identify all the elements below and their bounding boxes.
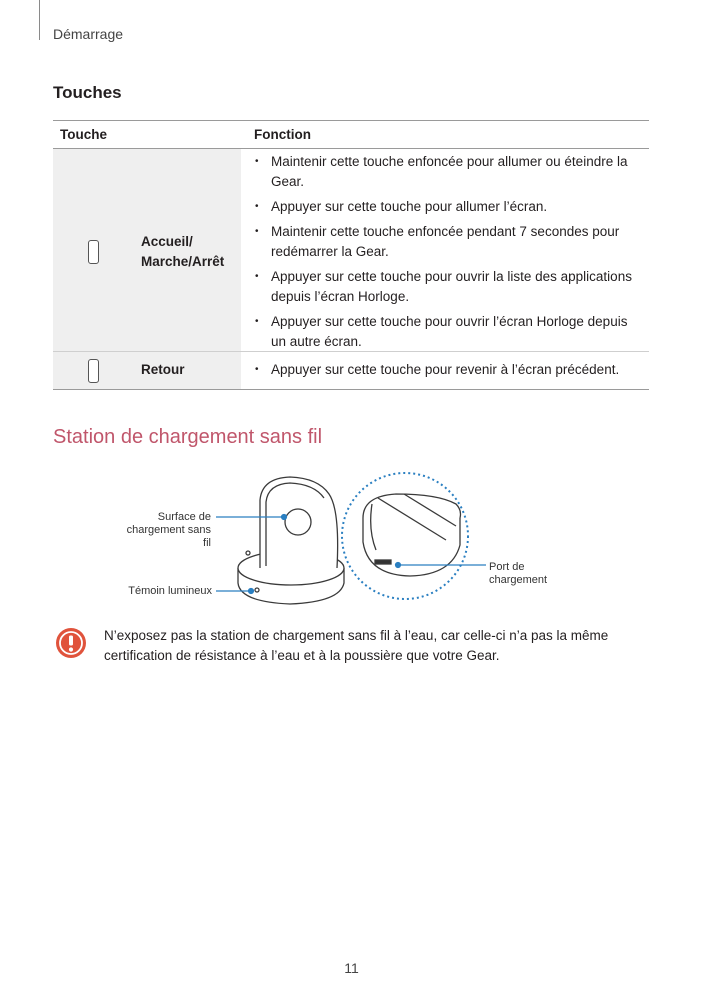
key-name-back: Retour [141,362,185,377]
breadcrumb: Démarrage [53,26,124,42]
page-margin-line [39,0,40,40]
side-button-icon [88,240,99,264]
section-title-charging: Station de chargement sans fil [53,426,323,448]
section-title-keys: Touches [53,83,122,102]
warning-text: N’exposez pas la station de chargement sans fil à l’eau, car celle-ci n’a pas la même certification de résistance à l’eau et à la poussière que votre Gear. [104,628,609,663]
table-row-home-key [53,149,649,352]
charging-dock-illustration [0,470,703,615]
charging-dock-drawing [0,470,703,615]
keys-table [53,120,649,390]
dock-front-view [238,477,344,604]
page-number: 11 [344,960,359,976]
label-charging-surface: Surface de chargement sans fil [126,511,211,549]
column-header-function: Fonction [254,127,311,142]
function-item: • Appuyer sur cette touche pour ouvrir la liste des applications depuis l’écran Horloge. [254,267,644,307]
function-item: • Appuyer sur cette touche pour revenir à l’écran précédent. [254,360,644,380]
function-list [254,360,644,385]
table-row-back-key [53,352,649,390]
function-item: • Maintenir cette touche enfoncée pour allumer ou éteindre la Gear. [254,152,644,192]
key-cell [53,149,241,351]
function-item: • Appuyer sur cette touche pour allumer l’écran. [254,197,644,217]
function-item: • Appuyer sur cette touche pour ouvrir l’écran Horloge depuis un autre écran. [254,312,644,352]
dock-rear-view [363,494,461,576]
function-list [254,152,644,357]
function-item: • Maintenir cette touche enfoncée pendant 7 secondes pour redémarrer la Gear. [254,222,644,262]
label-charging-port: Port de chargement [489,561,548,586]
caution-icon [55,627,87,659]
label-led-indicator: Témoin lumineux [128,585,212,597]
key-cell [53,352,241,389]
column-header-key: Touche [60,127,107,142]
side-button-icon [88,359,99,383]
key-name-home: Accueil/ Marche/Arrêt [141,234,225,269]
table-header [53,120,649,149]
